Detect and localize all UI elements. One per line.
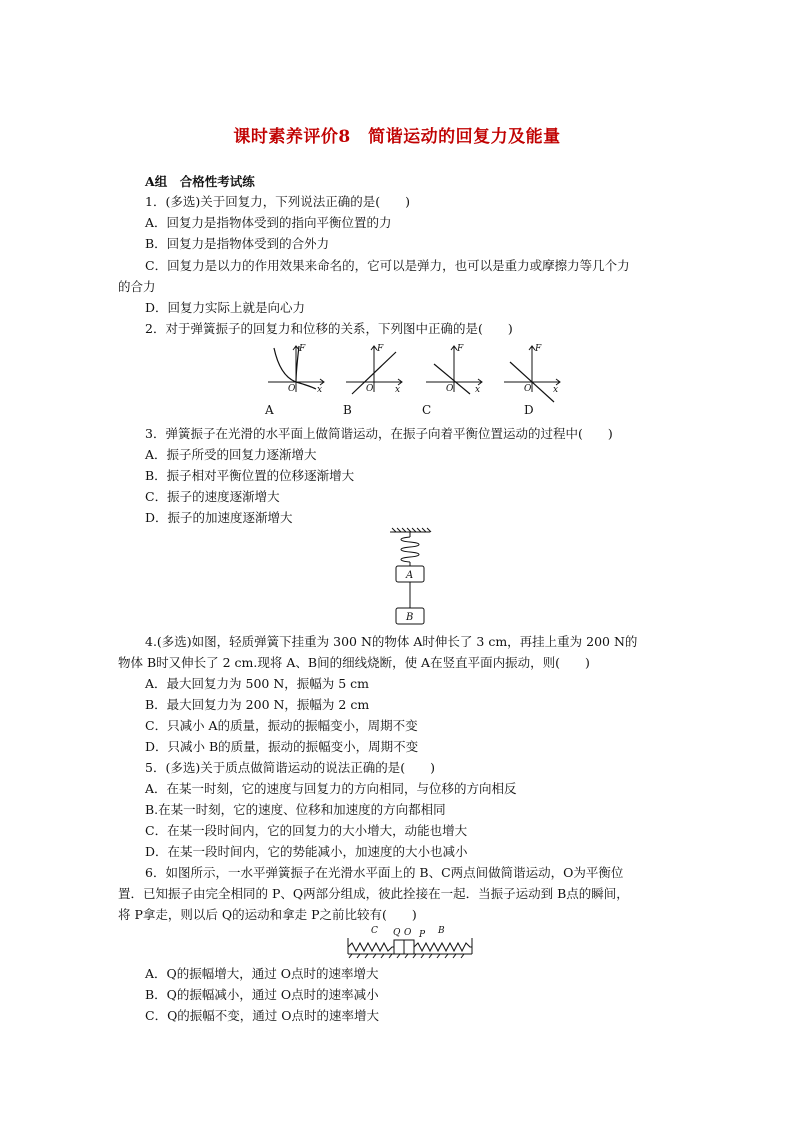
question-2: 2．对于弹簧振子的回复力和位移的关系，下列图中正确的是( ): [145, 321, 513, 336]
q5-option-b: B.在某一时刻，它的速度、位移和加速度的方向都相同: [145, 802, 446, 817]
svg-text:B: B: [406, 612, 414, 623]
question-6-line3: 将 P拿走，则以后 Q的运动和拿走 P之前比较有( ): [118, 907, 417, 922]
question-4-line1: 4.(多选)如图，轻质弹簧下挂重为 300 N的物体 A时伸长了 3 cm，再挂上重为 200 N的: [145, 634, 638, 649]
q6-option-b: B．Q的振幅减小，通过 O点时的速率减小: [145, 987, 379, 1002]
q5-option-a: A．在某一时刻，它的速度与回复力的方向相同，与位移的方向相反: [145, 781, 517, 796]
graph-a: [266, 342, 326, 394]
q4-option-d: D．只减小 B的质量，振动的振幅变小，周期不变: [145, 739, 419, 754]
svg-text:P: P: [419, 930, 426, 940]
q6-option-c: C．Q的振幅不变，通过 O点时的速率增大: [145, 1008, 380, 1023]
q3-option-b: B．振子相对平衡位置的位移逐渐增大: [145, 468, 355, 483]
question-3: 3．弹簧振子在光滑的水平面上做简谐运动，在振子向着平衡位置运动的过程中( ): [145, 426, 613, 441]
section-heading: A组 合格性考试练: [145, 174, 255, 189]
question-6-line1: 6．如图所示，一水平弹簧振子在光滑水平面上的 B、C两点间做简谐运动，O为平衡位: [145, 865, 624, 880]
question-1: 1．(多选)关于回复力，下列说法正确的是( ): [145, 194, 410, 209]
q4-option-b: B．最大回复力为 200 N，振幅为 2 cm: [145, 697, 370, 712]
graph-d-label: D: [524, 403, 534, 417]
q5-option-c: C．在某一段时间内，它的回复力的大小增大，动能也增大: [145, 823, 468, 838]
q1-option-c-cont: 的合力: [118, 279, 156, 294]
svg-text:A: A: [406, 570, 414, 581]
svg-text:O: O: [288, 384, 296, 394]
q3-option-c: C．振子的速度逐渐增大: [145, 489, 280, 504]
svg-text:F: F: [299, 344, 306, 354]
svg-text:B: B: [438, 926, 445, 936]
question-5: 5．(多选)关于质点做简谐运动的说法正确的是( ): [145, 760, 435, 775]
svg-text:O: O: [366, 384, 374, 394]
question-6-line2: 置．已知振子由完全相同的 P、Q两部分组成，彼此拴接在一起．当振子运动到 B点的瞬间，: [118, 886, 629, 901]
graph-c: [424, 342, 484, 394]
q6-option-a: A．Q的振幅增大，通过 O点时的速率增大: [145, 966, 379, 981]
svg-text:O: O: [446, 384, 454, 394]
q4-option-a: A．最大回复力为 500 N，振幅为 5 cm: [145, 676, 370, 691]
graph-b: [344, 342, 404, 394]
q1-option-d: D．回复力实际上就是向心力: [145, 300, 306, 315]
svg-text:F: F: [377, 344, 384, 354]
svg-text:O: O: [404, 928, 412, 938]
q4-option-c: C．只减小 A的质量，振动的振幅变小，周期不变: [145, 718, 418, 733]
svg-text:x: x: [475, 385, 481, 395]
svg-text:x: x: [317, 385, 323, 395]
svg-text:O: O: [524, 384, 532, 394]
svg-text:x: x: [395, 385, 401, 395]
svg-text:C: C: [371, 926, 378, 936]
svg-text:x: x: [553, 385, 559, 395]
graph-d: [502, 342, 562, 394]
question-4-line2: 物体 B时又伸长了 2 cm.现将 A、B间的细线烧断，使 A在竖直平面内振动，则( ): [118, 655, 590, 670]
graph-c-label: C: [422, 403, 432, 417]
q1-option-b: B．回复力是指物体受到的合外力: [145, 236, 330, 251]
spring-blocks-figure: [384, 528, 436, 630]
q3-option-d: D．振子的加速度逐渐增大: [145, 510, 293, 525]
q5-option-d: D．在某一段时间内，它的势能减小，加速度的大小也减小: [145, 844, 468, 859]
graph-a-label: A: [265, 403, 274, 417]
q1-option-a: A．回复力是指物体受到的指向平衡位置的力: [145, 215, 392, 230]
q1-option-c: C．回复力是以力的作用效果来命名的，它可以是弹力，也可以是重力或摩擦力等几个力: [145, 258, 630, 273]
graph-b-label: B: [343, 403, 352, 417]
svg-text:F: F: [457, 344, 464, 354]
svg-text:Q: Q: [393, 928, 401, 938]
q3-option-a: A．振子所受的回复力逐渐增大: [145, 447, 317, 462]
page-title: 课时素养评价8 简谐运动的回复力及能量: [233, 127, 561, 147]
svg-text:F: F: [535, 344, 542, 354]
horizontal-oscillator-figure: [346, 924, 474, 958]
